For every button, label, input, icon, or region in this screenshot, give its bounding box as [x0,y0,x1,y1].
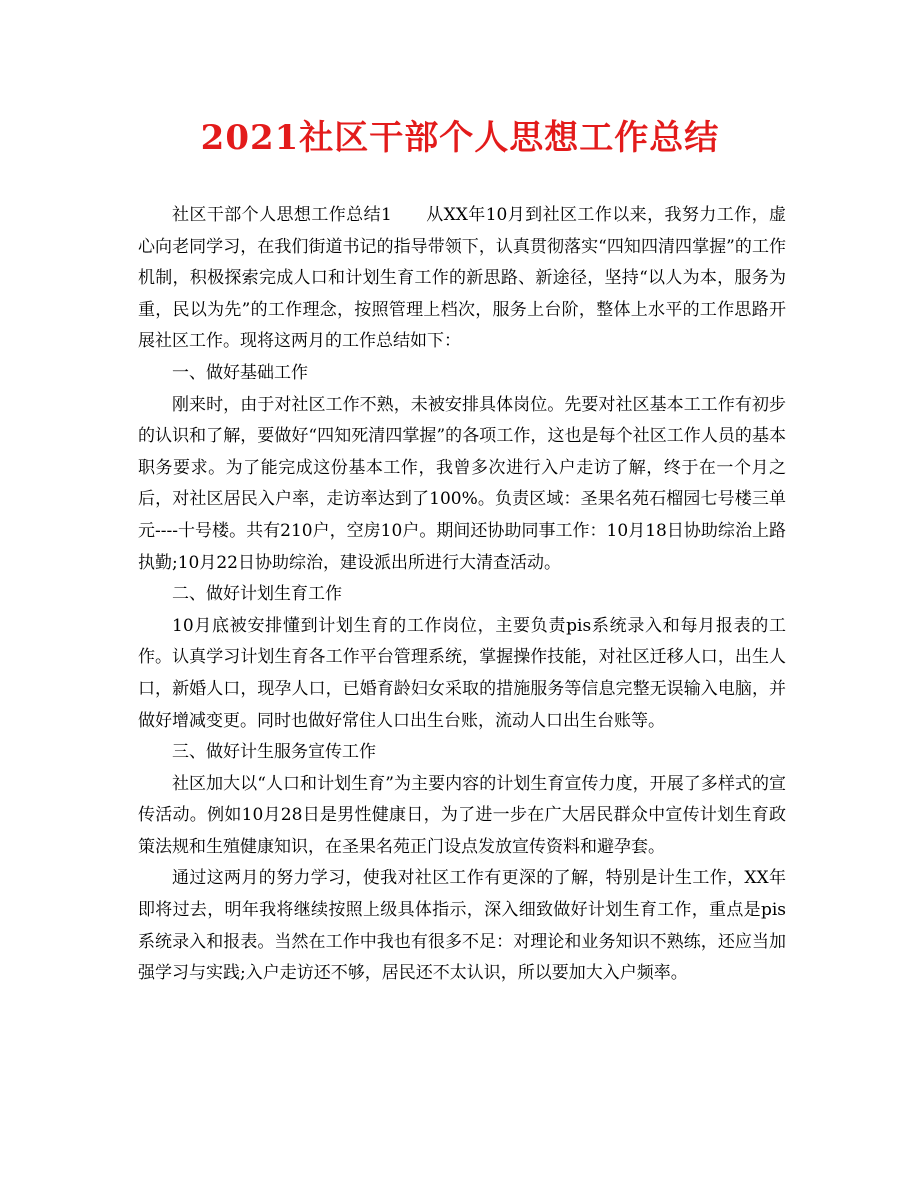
section-heading-publicity: 三、做好计生服务宣传工作 [172,742,376,763]
section-paragraph-basic-work: 刚来时，由于对社区工作不熟，未被安排具体岗位。先要对社区基本工工作有初步的认识和了解，要做好“四知死清四掌握”的各项工作，这也是每个社区工作人员的基本职务要求。为了能完成这份基本工作，我曾多次进行入户走访了解，终于在一个月之后，对社区居民入户率，走访率达到了100%。负责区域：圣果名苑石榴园七号楼三单元----十号楼。共有210户，空房10户。期间还协助同事工作：10月18日协助综治上路执勤;10月22日协助综治，建设派出所进行大清查活动。 [138,394,786,573]
section-heading-family-planning: 二、做好计划生育工作 [172,584,342,605]
section-heading-basic-work: 一、做好基础工作 [172,362,308,383]
conclusion-paragraph: 通过这两月的努力学习，使我对社区工作有更深的了解，特别是计生工作，XX年即将过去，明年我将继续按照上级具体指示，深入细致做好计划生育工作，重点是pis系统录入和报表。当然在工作中我也有很多不足：对理论和业务知识不熟练，还应当加强学习与实践;入户走访还不够，居民还不太认识，所以要加大入户频率。 [138,868,786,984]
intro-label: 社区干部个人思想工作总结1 [172,205,392,225]
document-body [138,200,786,990]
document-title: 2021社区干部个人思想工作总结 [200,118,720,158]
intro-text: 从XX年10月到社区工作以来，我努力工作，虚心向老同学习，在我们街道书记的指导带领下，认真贯彻落实“四知四清四掌握”的工作机制，积极探索完成人口和计划生育工作的新思路、新途径，坚持“以人为本，服务为重，民以为先”的工作理念，按照管理上档次，服务上台阶，整体上水平的工作思路开展社区工作。现将这两月的工作总结如下： [138,205,786,352]
intro-paragraph [138,200,786,358]
section-paragraph-family-planning: 10月底被安排懂到计划生育的工作岗位，主要负责pis系统录入和每月报表的工作。认真学习计划生育各工作平台管理系统，掌握操作技能，对社区迁移人口，出生人口，新婚人口，现孕人口，已婚育龄妇女采取的措施服务等信息完整无误输入电脑，并做好增减变更。同时也做好常住人口出生台账，流动人口出生台账等。 [138,615,786,731]
section-paragraph-publicity: 社区加大以“人口和计划生育”为主要内容的计划生育宣传力度，开展了多样式的宣传活动。例如10月28日是男性健康日，为了进一步在广大居民群众中宣传计划生育政策法规和生殖健康知识，在圣果名苑正门设点发放宣传资料和避孕套。 [138,773,786,857]
